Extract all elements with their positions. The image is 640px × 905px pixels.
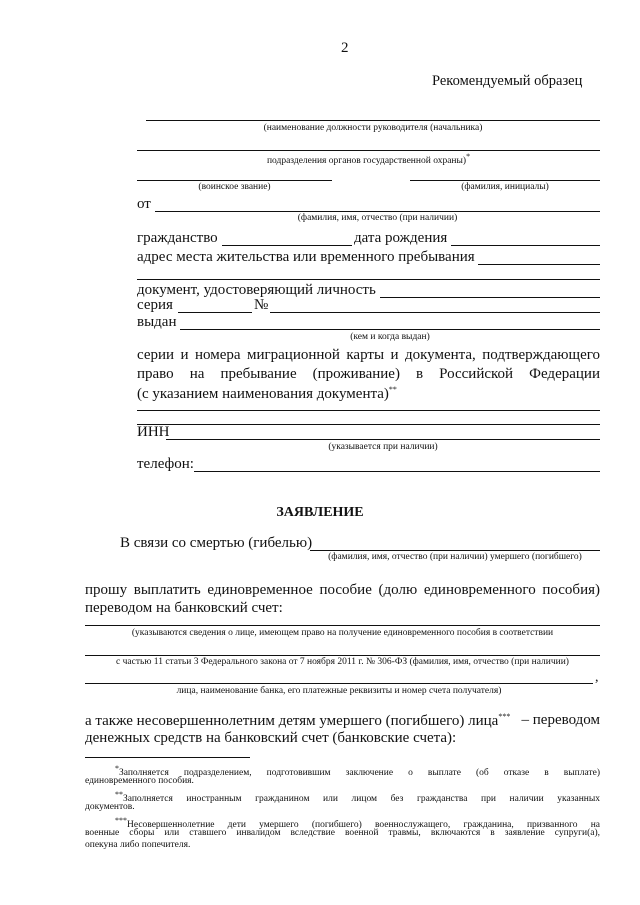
death-text: В связи со смертью (гибелью) [120, 535, 313, 551]
comma: , [595, 670, 599, 685]
citizenship-line[interactable] [222, 245, 352, 246]
subdivision-line[interactable] [137, 150, 600, 151]
number-label: № [254, 297, 269, 313]
number-line[interactable] [270, 312, 600, 313]
footnote-1-line-a: *Заполняется подразделением, подготовившим заключение о выплате (об отказе в выплате) [115, 764, 600, 779]
caption-recipient-1: (указываются сведения о лице, имеющем право на получение единовременного пособия в соответствии [131, 628, 554, 638]
footnote-2-line-a: **Заполняется иностранным гражданином или лицом без гражданства при наличии указанных [115, 790, 600, 805]
address-line-2[interactable] [137, 279, 600, 280]
caption-recipient-3: лица, наименование банка, его платежные реквизиты и номер счета получателя) [176, 686, 502, 696]
migration-line-2[interactable] [137, 424, 600, 425]
phone-label: телефон: [137, 456, 194, 472]
head-position-line[interactable] [146, 120, 600, 121]
footnote-3-line-b: военные сборы или ставшего инвалидом вследствие военной травмы, включаются в заявление супруги(а), [85, 828, 600, 838]
rank-line[interactable] [137, 180, 332, 181]
address-line-1[interactable] [478, 264, 600, 265]
children-line-1: а также несовершеннолетним детям умершего (погибшего) лица*** – переводом [85, 712, 600, 729]
request-line-2: переводом на банковский счет: [85, 600, 283, 616]
migration-text-line-1: серии и номера миграционной карты и документа, подтверждающего [137, 347, 600, 363]
migration-text-line-3: (с указанием наименования документа)** [137, 385, 397, 402]
caption-subdivision: подразделения органов государственной охраны)* [266, 152, 471, 167]
caption-name: (фамилия, инициалы) [461, 182, 549, 192]
caption-rank: (воинское звание) [198, 182, 271, 192]
footnote-3-line-a: ***Несовершеннолетние дети умершего (погибшего) военнослужащего, гражданина, призванного на [115, 816, 600, 831]
issued-line[interactable] [180, 329, 600, 330]
address-label: адрес места жительства или временного пребывания [137, 249, 475, 265]
migration-line-1[interactable] [137, 410, 600, 411]
request-line-1: прошу выплатить единовременное пособие (долю единовременного пособия) [85, 582, 600, 598]
recipient-line-3[interactable] [85, 683, 593, 684]
footnote-1-line-b: единовременного пособия. [85, 776, 194, 786]
birthdate-label: дата рождения [354, 230, 448, 246]
id-doc-label: документ, удостоверяющий личность [137, 282, 376, 298]
caption-head: (наименование должности руководителя (начальника) [263, 123, 483, 133]
sample-label: Рекомендуемый образец [432, 73, 583, 89]
page-number: 2 [341, 40, 349, 56]
from-line[interactable] [155, 211, 600, 212]
birthdate-line[interactable] [451, 245, 600, 246]
caption-deceased: (фамилия, имя, отчество (при наличии) умершего (погибшего) [328, 552, 582, 562]
id-doc-line[interactable] [380, 297, 600, 298]
migration-text-line-2: право на пребывание (проживание) в Российской Федерации [137, 366, 600, 382]
issued-label: выдан [137, 314, 177, 330]
recipient-line-1[interactable] [85, 625, 600, 626]
footnote-2-line-b: документов. [85, 802, 135, 812]
recipient-line-2[interactable] [85, 655, 600, 656]
caption-issued: (кем и когда выдан) [350, 332, 430, 342]
caption-recipient-2: с частью 11 статьи 3 Федерального закона от 7 ноября 2011 г. № 306-ФЗ (фамилия, имя, отчество (при наличии) [116, 657, 569, 667]
series-label: серия [137, 297, 173, 313]
series-line[interactable] [178, 312, 252, 313]
deceased-line[interactable] [310, 550, 600, 551]
name-initials-line[interactable] [410, 180, 600, 181]
caption-inn: (указывается при наличии) [328, 442, 438, 452]
footnote-separator [85, 757, 250, 758]
statement-title: ЗАЯВЛЕНИЕ [276, 505, 364, 520]
caption-fio: (фамилия, имя, отчество (при наличии) [297, 213, 458, 223]
from-label: от [137, 196, 151, 212]
phone-line[interactable] [194, 471, 600, 472]
inn-label: ИНН [137, 424, 170, 440]
footnote-3-line-c: опекуна либо попечителя. [85, 840, 191, 850]
citizenship-label: гражданство [137, 230, 218, 246]
inn-line[interactable] [166, 439, 600, 440]
children-line-2: денежных средств на банковский счет (банковские счета): [85, 730, 457, 746]
